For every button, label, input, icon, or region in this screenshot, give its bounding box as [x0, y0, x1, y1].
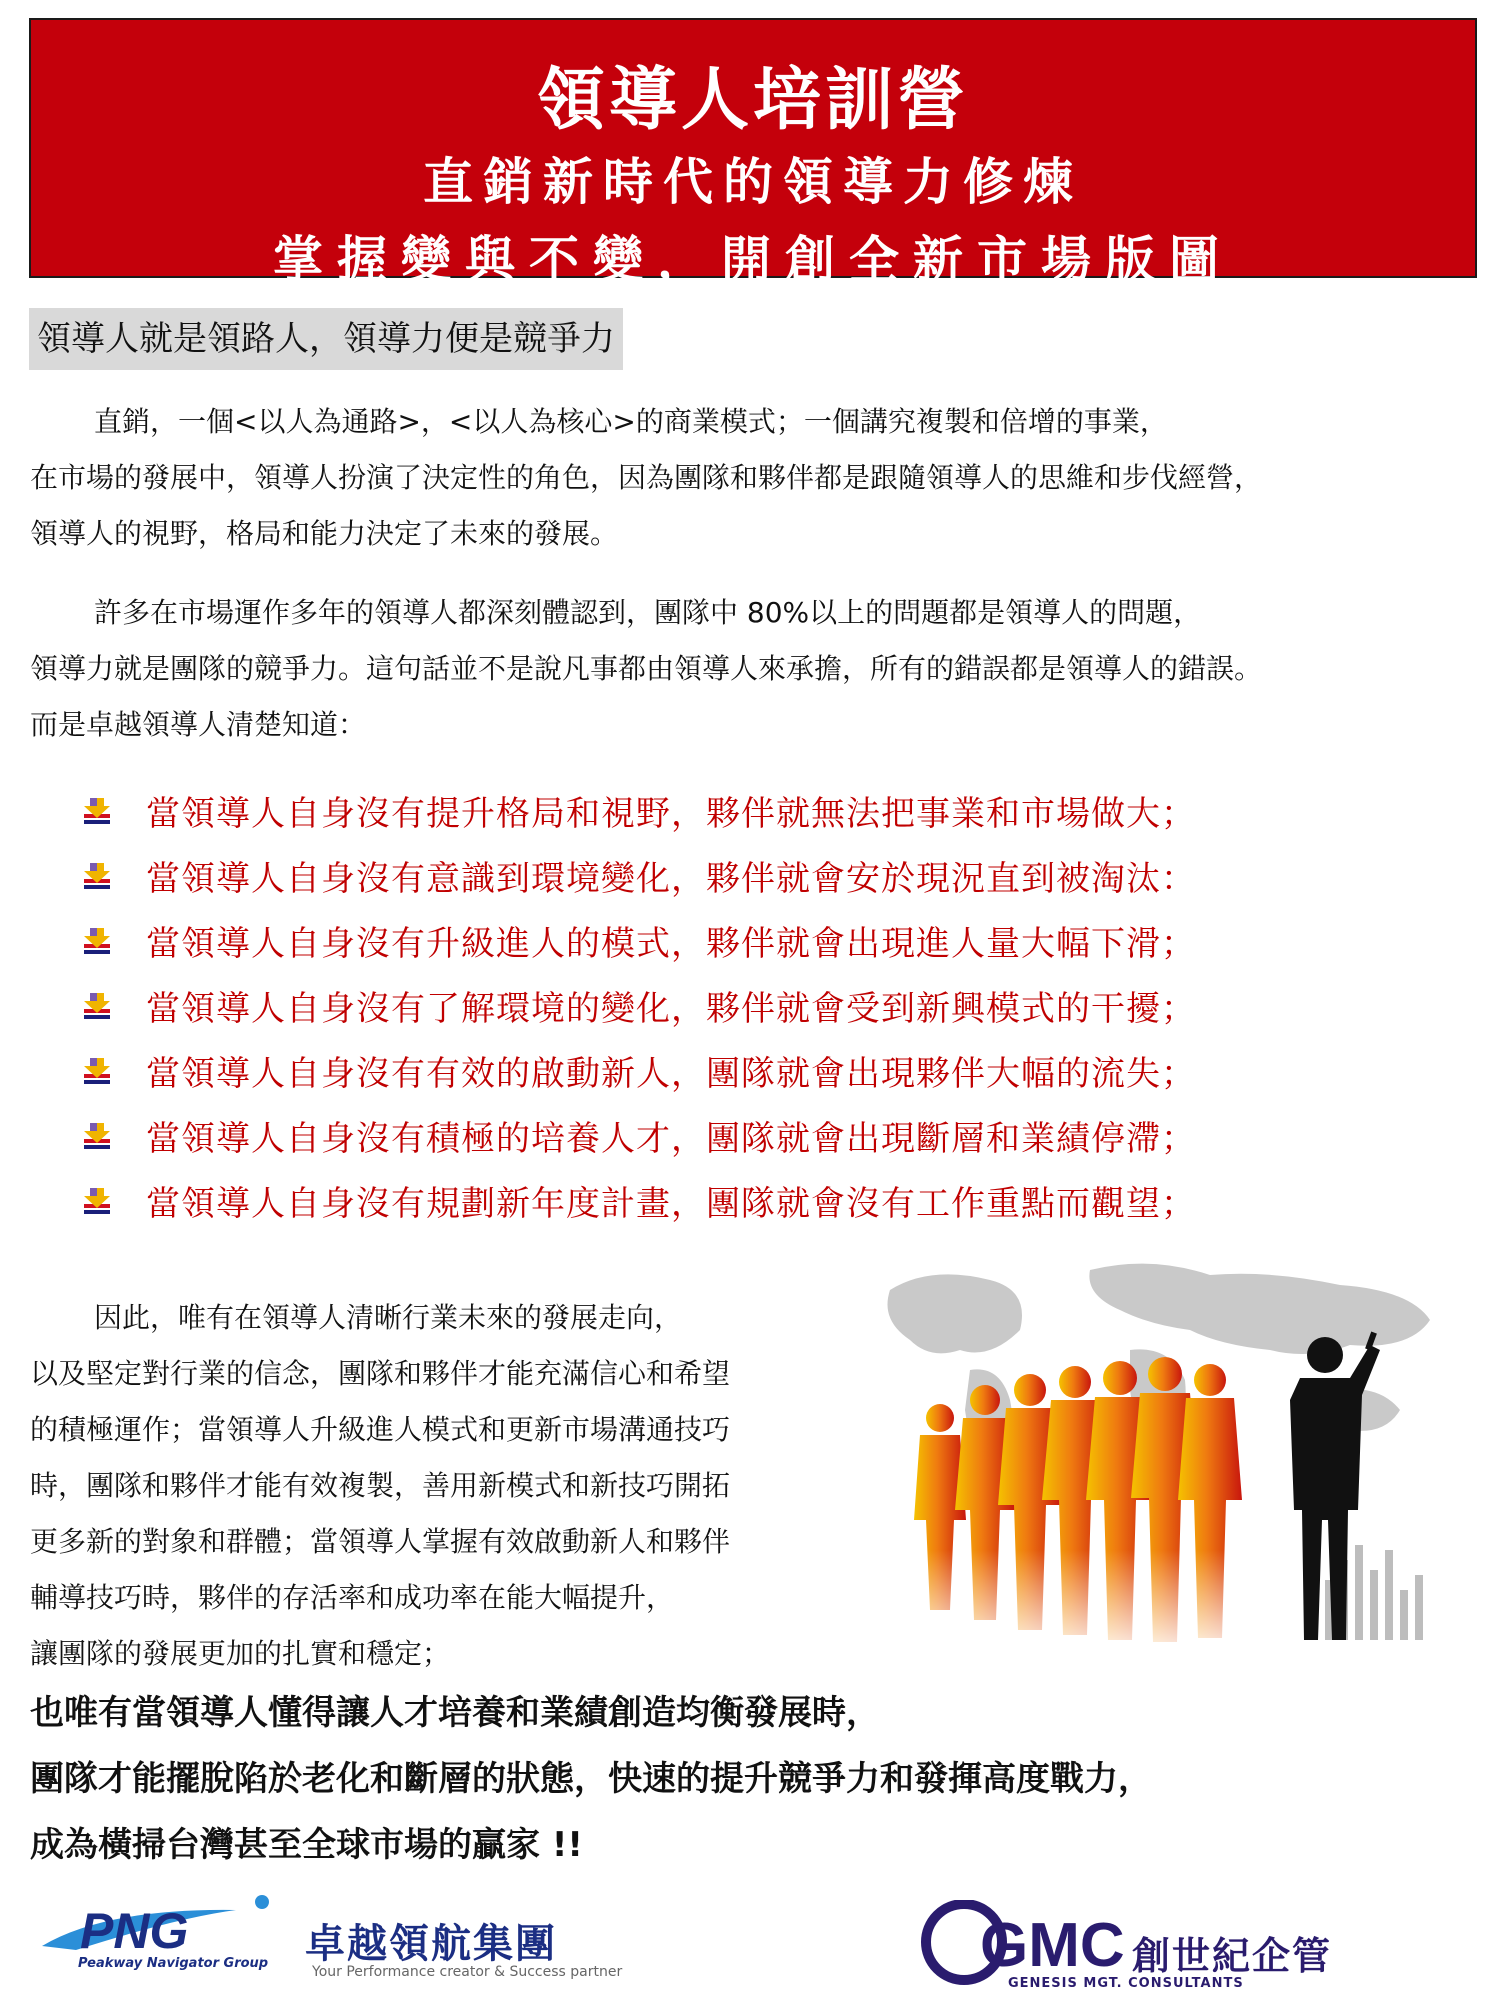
list-item: [80, 1103, 1196, 1168]
team-illustration: [870, 1250, 1450, 1650]
png-chinese-name: 卓越領航集團: [305, 1921, 557, 1967]
paragraph-line: 時，團隊和夥伴才能有效複製，善用新模式和新技巧開拓: [30, 1469, 731, 1502]
bullet-arrow-icon: [80, 794, 114, 828]
banner-subtitle-2: 掌握變與不變，開創全新市場版圖: [273, 231, 1233, 289]
closing-line: 團隊才能擺脫陷於老化和斷層的狀態，快速的提升競爭力和發揮高度戰力，: [30, 1759, 1152, 1799]
closing-line: 也唯有當領導人懂得讓人才培養和業績創造均衡發展時，: [30, 1693, 880, 1733]
paragraph-line: 而是卓越領導人清楚知道：: [30, 708, 367, 741]
bullet-text: 當領導人自身沒有規劃新年度計畫，團隊就會沒有工作重點而觀望；: [146, 1184, 1196, 1224]
bullet-arrow-icon: [80, 859, 114, 893]
list-item: [80, 973, 1196, 1038]
banner-subtitle-1: 直銷新時代的領導力修煉: [423, 153, 1083, 211]
list-item: [80, 1038, 1196, 1103]
second-paragraph: [30, 585, 1262, 753]
paragraph-line: 更多新的對象和群體；當領導人掌握有效啟動新人和夥伴: [30, 1525, 731, 1558]
paragraph-line: 領導力就是團隊的競爭力。這句話並不是說凡事都由領導人來承擔，所有的錯誤都是領導人的錯誤。: [30, 652, 1263, 685]
list-item: [80, 843, 1196, 908]
png-tagline: Your Performance creator & Success partner: [312, 1964, 623, 1980]
bullet-text: 當領導人自身沒有了解環境的變化，夥伴就會受到新興模式的干擾；: [146, 989, 1196, 1029]
section-heading: 領導人就是領路人，領導力便是競爭力: [29, 308, 623, 370]
closing-line: 成為橫掃台灣甚至全球市場的贏家 !!: [30, 1825, 583, 1865]
paragraph-line: 在市場的發展中，領導人扮演了決定性的角色，因為團隊和夥伴都是跟隨領導人的思維和步伐經營，: [30, 461, 1263, 494]
bullet-text: 當領導人自身沒有升級進人的模式，夥伴就會出現進人量大幅下滑；: [146, 924, 1196, 964]
bullet-arrow-icon: [80, 1054, 114, 1088]
bullet-arrow-icon: [80, 1119, 114, 1153]
bullet-text: 當領導人自身沒有積極的培養人才，團隊就會出現斷層和業績停滯；: [146, 1119, 1196, 1159]
paragraph-line: 以及堅定對行業的信念，團隊和夥伴才能充滿信心和希望: [30, 1357, 731, 1390]
banner-title: 領導人培訓營: [536, 61, 969, 140]
third-paragraph: [30, 1290, 730, 1682]
paragraph-line: 的積極運作；當領導人升級進人模式和更新市場溝通技巧: [30, 1413, 731, 1446]
list-item: [80, 1168, 1196, 1233]
paragraph-line: 因此，唯有在領導人清晰行業未來的發展走向，: [94, 1301, 683, 1334]
paragraph-line: 直銷，一個<以人為通路>，<以人為核心>的商業模式；一個講究複製和倍增的事業，: [94, 405, 1168, 438]
gmc-mark: GMC: [980, 1911, 1125, 1980]
list-item: [80, 908, 1196, 973]
paragraph-line: 領導人的視野，格局和能力決定了未來的發展。: [30, 517, 619, 550]
closing-statement: [30, 1680, 1152, 1878]
paragraph-line: 讓團隊的發展更加的扎實和穩定；: [30, 1637, 451, 1670]
paragraph-line: 許多在市場運作多年的領導人都深刻體認到，團隊中 80%以上的問題都是領導人的問題，: [94, 596, 1202, 629]
bullet-list: [80, 778, 1196, 1233]
bullet-text: 當領導人自身沒有意識到環境變化，夥伴就會安於現況直到被淘汰：: [146, 859, 1196, 899]
gmc-chinese-name: 創世紀企管: [1132, 1934, 1333, 1978]
bullet-arrow-icon: [80, 989, 114, 1023]
bullet-arrow-icon: [80, 924, 114, 958]
png-subtitle: Peakway Navigator Group: [78, 1956, 269, 1971]
title-banner: [29, 18, 1477, 289]
png-mark: PNG: [80, 1903, 189, 1959]
bullet-text: 當領導人自身沒有有效的啟動新人，團隊就會出現夥伴大幅的流失；: [146, 1054, 1196, 1094]
intro-paragraph: [30, 394, 1262, 562]
list-item: [80, 778, 1196, 843]
paragraph-line: 輔導技巧時，夥伴的存活率和成功率在能大幅提升，: [30, 1581, 675, 1614]
bullet-text: 當領導人自身沒有提升格局和視野，夥伴就無法把事業和市場做大；: [146, 794, 1196, 834]
gmc-subtitle: GENESIS MGT. CONSULTANTS: [1008, 1976, 1244, 1991]
bullet-arrow-icon: [80, 1184, 114, 1218]
